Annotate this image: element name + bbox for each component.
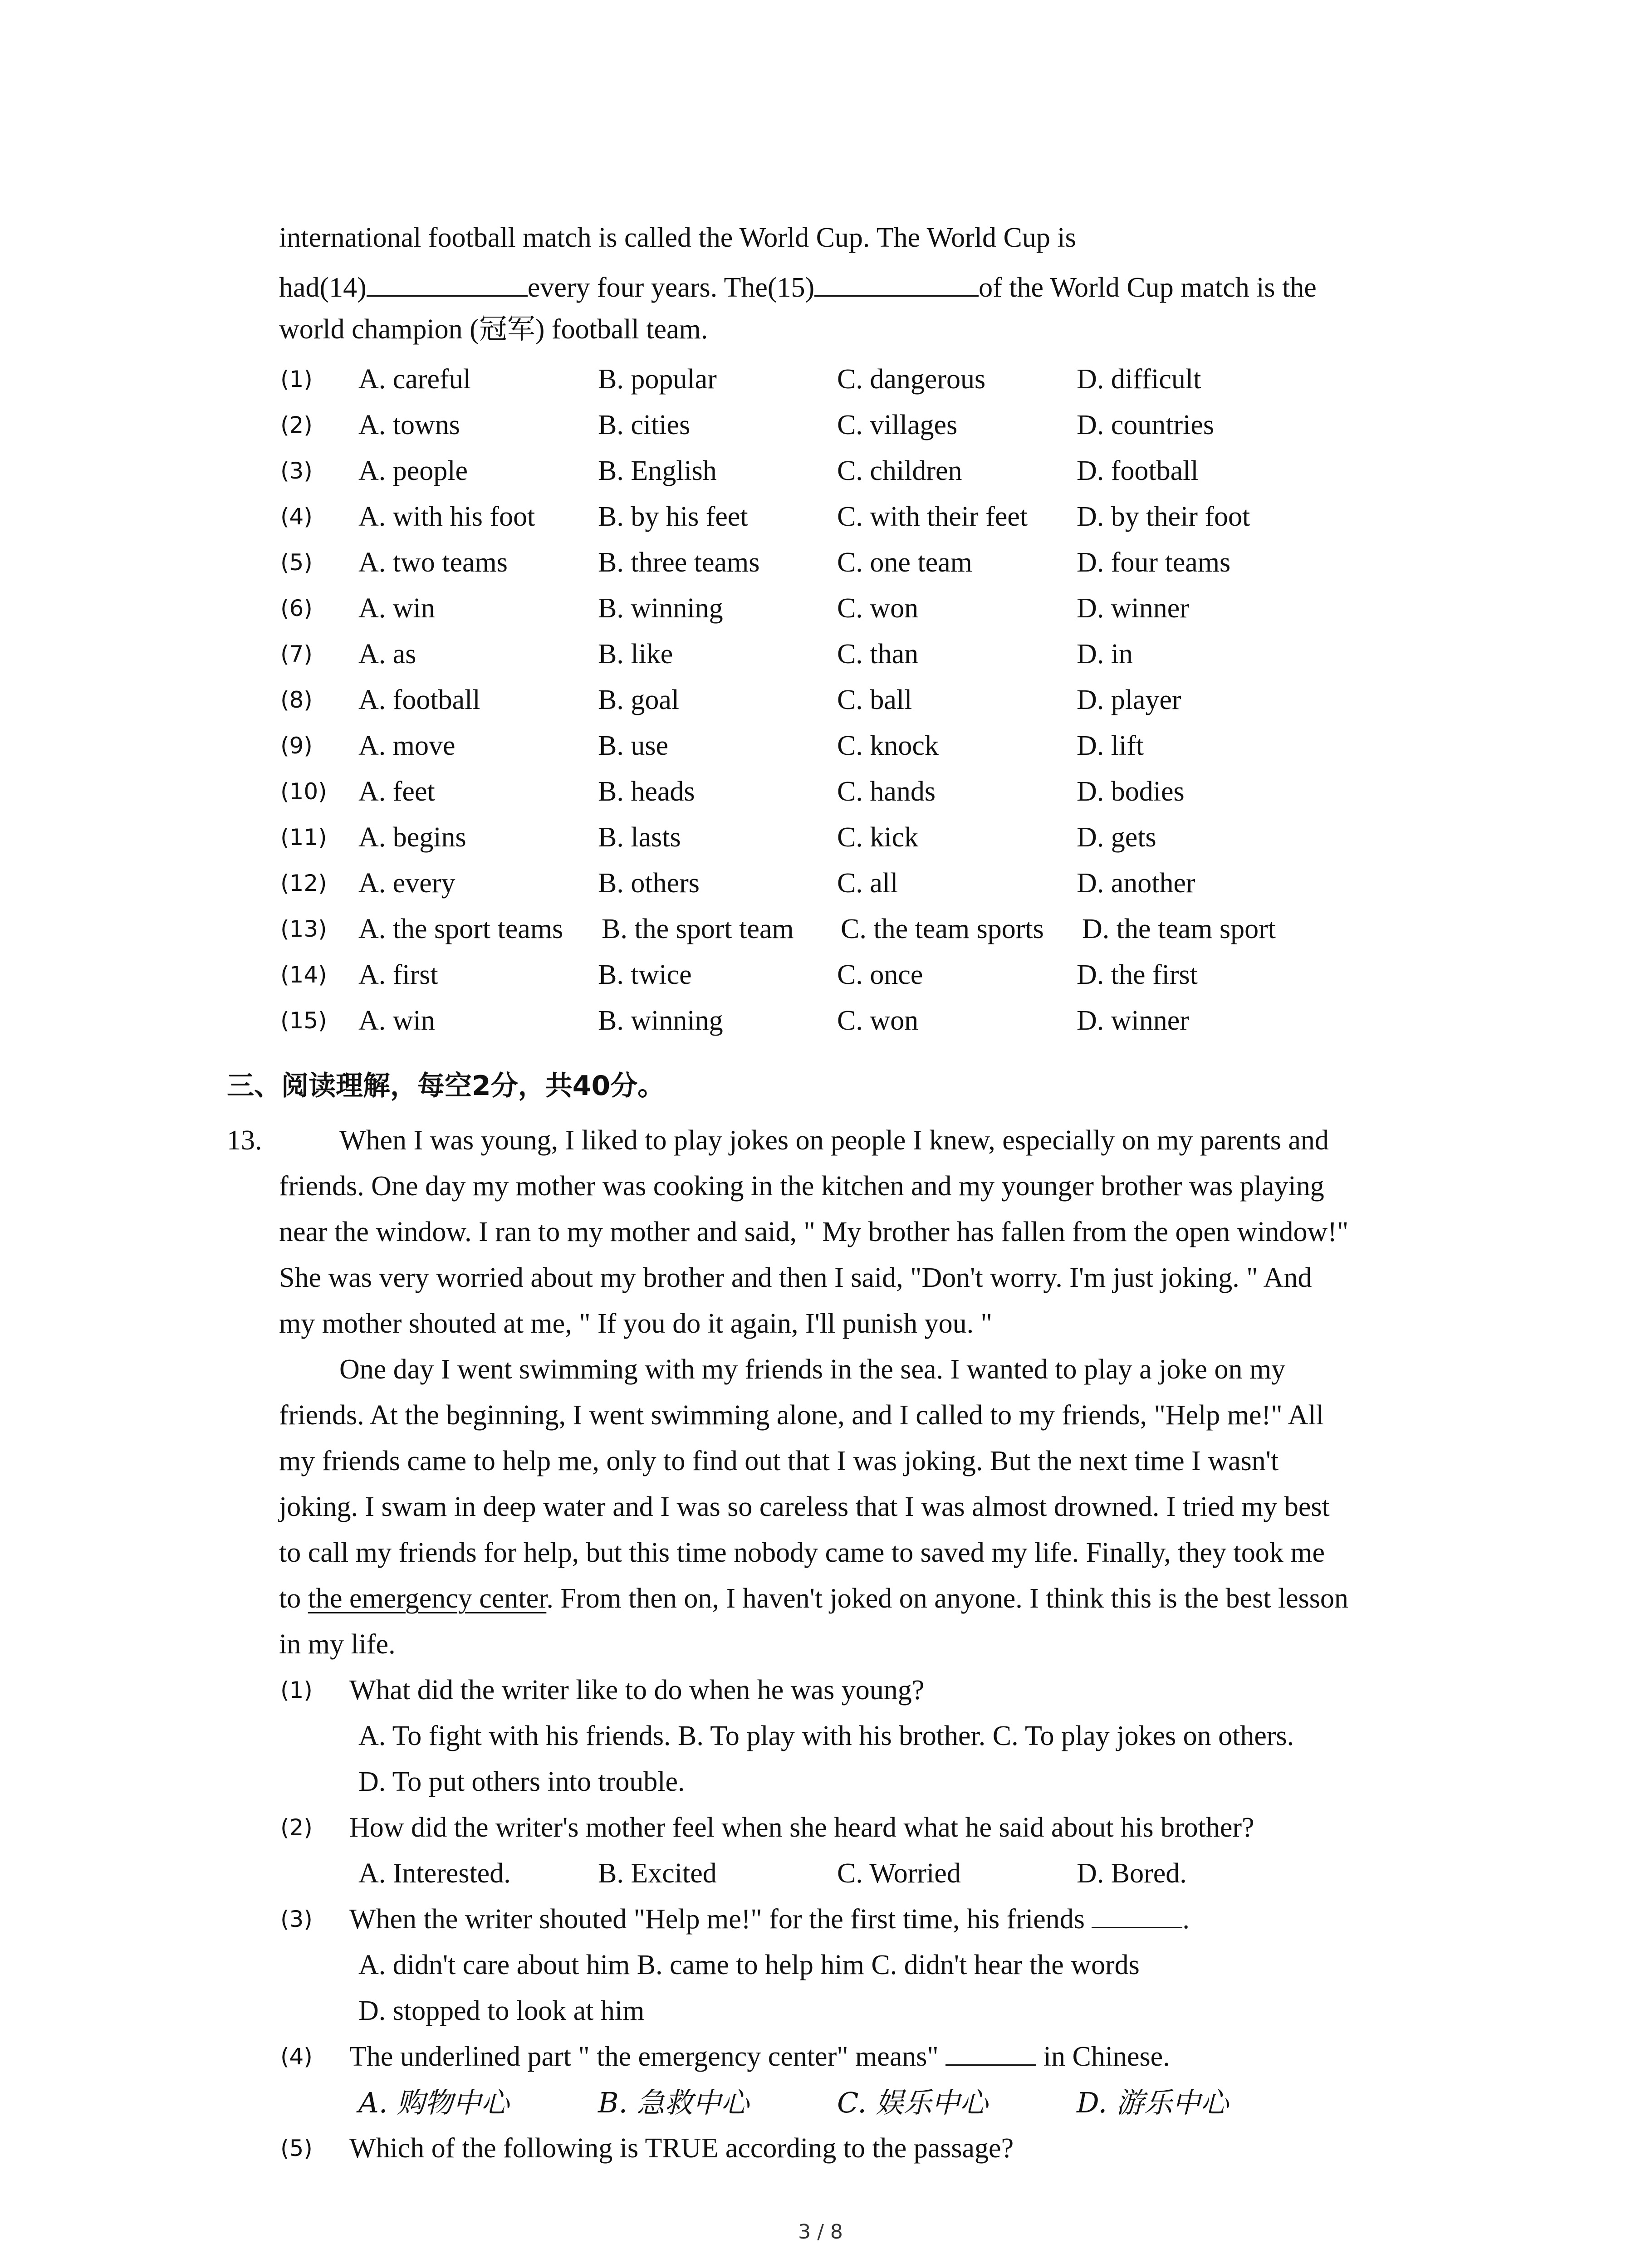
question-text: The underlined part " the emergency center" means" in Chinese. <box>349 2041 1170 2072</box>
option-a: A. first <box>358 959 438 990</box>
question-options: A. didn't care about him B. came to help him C. didn't hear the words <box>358 1950 1140 1980</box>
cloze-item-number: (8) <box>280 687 313 713</box>
reading-line: near the window. I ran to my mother and said, " My brother has fallen from the open window!" <box>279 1217 1349 1247</box>
option-c: C. dangerous <box>837 364 986 395</box>
option-c: C. 娱乐中心 <box>837 2086 988 2119</box>
question-text: Which of the following is TRUE according to the passage? <box>349 2133 1014 2164</box>
answer-blank <box>1092 1903 1182 1928</box>
cloze-item-number: (5) <box>280 549 313 576</box>
option-d: D. football <box>1077 455 1199 486</box>
question-number: (4) <box>280 2043 313 2070</box>
question-number: (5) <box>280 2135 313 2161</box>
option-c: C. Worried <box>837 1858 961 1889</box>
option-a: A. begins <box>358 822 466 853</box>
passage-line-blanks: had(14) every four years. The(15) of the World Cup match is the <box>279 272 1317 303</box>
option-d: D. in <box>1077 639 1133 670</box>
option-d: D. player <box>1077 684 1181 715</box>
option-b: B. popular <box>598 364 717 395</box>
question-options: A. To fight with his friends. B. To play with his brother. C. To play jokes on others. <box>358 1721 1294 1751</box>
question-number: (3) <box>280 1906 313 1932</box>
reading-line: my friends came to help me, only to find out that I was joking. But the next time I wasn't <box>279 1446 1279 1476</box>
option-b: B. lasts <box>598 822 681 853</box>
page-number: 3 / 8 <box>798 2220 843 2244</box>
option-a: A. 购物中心 <box>358 2086 509 2119</box>
option-c: C. than <box>837 639 919 670</box>
cloze-option-row <box>0 860 1641 906</box>
option-b: B. the sport team <box>602 914 794 944</box>
question-text: How did the writer's mother feel when she heard what he said about his brother? <box>349 1812 1254 1843</box>
reading-line: When I was young, I liked to play jokes on people I knew, especially on my parents and <box>339 1125 1329 1156</box>
option-d: D. winner <box>1077 593 1189 624</box>
reading-line: She was very worried about my brother and then I said, "Don't worry. I'm just joking. " And <box>279 1262 1312 1293</box>
option-b: B. goal <box>598 684 680 715</box>
cloze-option-row <box>0 540 1641 586</box>
passage-line: international football match is called the World Cup. The World Cup is <box>279 222 1076 253</box>
cloze-option-row <box>0 357 1641 402</box>
option-b: B. twice <box>598 959 692 990</box>
option-c: C. the team sports <box>841 914 1044 944</box>
option-b: B. English <box>598 455 717 486</box>
option-a: A. as <box>358 639 416 670</box>
cloze-item-number: (9) <box>280 733 313 759</box>
option-a: A. feet <box>358 776 435 807</box>
option-b: B. winning <box>598 593 723 624</box>
option-d: D. gets <box>1077 822 1156 853</box>
option-d: D. the team sport <box>1082 914 1276 944</box>
cloze-item-number: (6) <box>280 595 313 621</box>
option-a: A. towns <box>358 410 460 440</box>
option-b: B. like <box>598 639 673 670</box>
option-b: B. use <box>598 730 668 761</box>
cloze-item-number: (3) <box>280 458 313 484</box>
question-options: D. stopped to look at him <box>358 1995 645 2026</box>
option-c: C. won <box>837 1005 919 1036</box>
option-a: A. move <box>358 730 456 761</box>
option-d: D. winner <box>1077 1005 1189 1036</box>
option-d: D. the first <box>1077 959 1198 990</box>
option-d: D. another <box>1077 868 1195 899</box>
reading-line: to call my friends for help, but this time nobody came to saved my life. Finally, they took me <box>279 1537 1325 1568</box>
cloze-item-number: (13) <box>280 916 327 942</box>
option-a: A. win <box>358 1005 435 1036</box>
option-b: B. winning <box>598 1005 723 1036</box>
option-c: C. villages <box>837 410 958 440</box>
question-number: (2) <box>280 1814 313 1841</box>
option-d: D. bodies <box>1077 776 1185 807</box>
blank-14 <box>367 271 528 297</box>
underlined-phrase: the emergency center <box>308 1583 547 1614</box>
option-c: C. won <box>837 593 919 624</box>
cloze-option-row <box>0 769 1641 815</box>
option-b: B. Excited <box>598 1858 717 1889</box>
option-b: B. others <box>598 868 700 899</box>
option-a: A. careful <box>358 364 471 395</box>
option-d: D. difficult <box>1077 364 1201 395</box>
reading-line: my mother shouted at me, " If you do it again, I'll punish you. " <box>279 1308 992 1339</box>
cloze-option-row <box>0 723 1641 769</box>
option-a: A. with his foot <box>358 501 535 532</box>
option-d: D. 游乐中心 <box>1077 2086 1229 2119</box>
option-b: B. three teams <box>598 547 760 578</box>
question-number: 13. <box>227 1125 262 1156</box>
cloze-option-row <box>0 998 1641 1044</box>
option-b: B. cities <box>598 410 691 440</box>
question-number: (1) <box>280 1677 313 1703</box>
question-text: What did the writer like to do when he was young? <box>349 1675 925 1706</box>
passage-line: world champion (冠军) football team. <box>279 314 708 345</box>
cloze-option-row <box>0 448 1641 494</box>
reading-line: to the emergency center. From then on, I haven't joked on anyone. I think this is the best lesson <box>279 1583 1348 1614</box>
option-c: C. all <box>837 868 898 899</box>
option-b: B. heads <box>598 776 695 807</box>
cloze-item-number: (11) <box>280 824 327 850</box>
option-c: C. with their feet <box>837 501 1028 532</box>
reading-line: friends. At the beginning, I went swimming alone, and I called to my friends, "Help me!" All <box>279 1400 1324 1431</box>
option-c: C. children <box>837 455 962 486</box>
question-options: D. To put others into trouble. <box>358 1766 685 1797</box>
cloze-item-number: (14) <box>280 962 327 988</box>
answer-blank <box>945 2040 1036 2066</box>
cloze-option-row <box>0 402 1641 448</box>
option-a: A. the sport teams <box>358 914 563 944</box>
option-c: C. one team <box>837 547 972 578</box>
cloze-item-number: (1) <box>280 366 313 392</box>
blank-15 <box>814 271 979 297</box>
cloze-option-row <box>0 586 1641 631</box>
option-c: C. once <box>837 959 923 990</box>
cloze-item-number: (12) <box>280 870 327 896</box>
reading-line: joking. I swam in deep water and I was so careless that I was almost drowned. I tried my best <box>279 1491 1330 1522</box>
cloze-option-row <box>0 952 1641 998</box>
cloze-option-row <box>0 494 1641 540</box>
option-c: C. kick <box>837 822 919 853</box>
option-d: D. countries <box>1077 410 1215 440</box>
cloze-option-row <box>0 631 1641 677</box>
question-text: When the writer shouted "Help me!" for the first time, his friends . <box>349 1904 1190 1935</box>
cloze-item-number: (4) <box>280 503 313 530</box>
section-heading: 三、阅读理解，每空2分，共40分。 <box>227 1070 665 1102</box>
option-a: A. football <box>358 684 480 715</box>
reading-line: friends. One day my mother was cooking in the kitchen and my younger brother was playing <box>279 1171 1324 1202</box>
cloze-item-number: (10) <box>280 778 327 805</box>
option-c: C. ball <box>837 684 912 715</box>
option-a: A. every <box>358 868 456 899</box>
option-a: A. people <box>358 455 468 486</box>
option-d: D. four teams <box>1077 547 1231 578</box>
option-d: D. Bored. <box>1077 1858 1187 1889</box>
reading-line: One day I went swimming with my friends in the sea. I wanted to play a joke on my <box>339 1354 1286 1385</box>
option-a: A. two teams <box>358 547 508 578</box>
option-d: D. by their foot <box>1077 501 1250 532</box>
option-d: D. lift <box>1077 730 1144 761</box>
cloze-option-row <box>0 906 1641 952</box>
option-a: A. Interested. <box>358 1858 511 1889</box>
cloze-item-number: (15) <box>280 1007 327 1034</box>
cloze-item-number: (2) <box>280 412 313 438</box>
option-b: B. by his feet <box>598 501 748 532</box>
option-b: B. 急救中心 <box>598 2086 749 2119</box>
cloze-option-row <box>0 677 1641 723</box>
reading-line: in my life. <box>279 1629 396 1660</box>
option-c: C. knock <box>837 730 939 761</box>
option-a: A. win <box>358 593 435 624</box>
cloze-option-row <box>0 815 1641 860</box>
option-c: C. hands <box>837 776 936 807</box>
cloze-item-number: (7) <box>280 641 313 667</box>
